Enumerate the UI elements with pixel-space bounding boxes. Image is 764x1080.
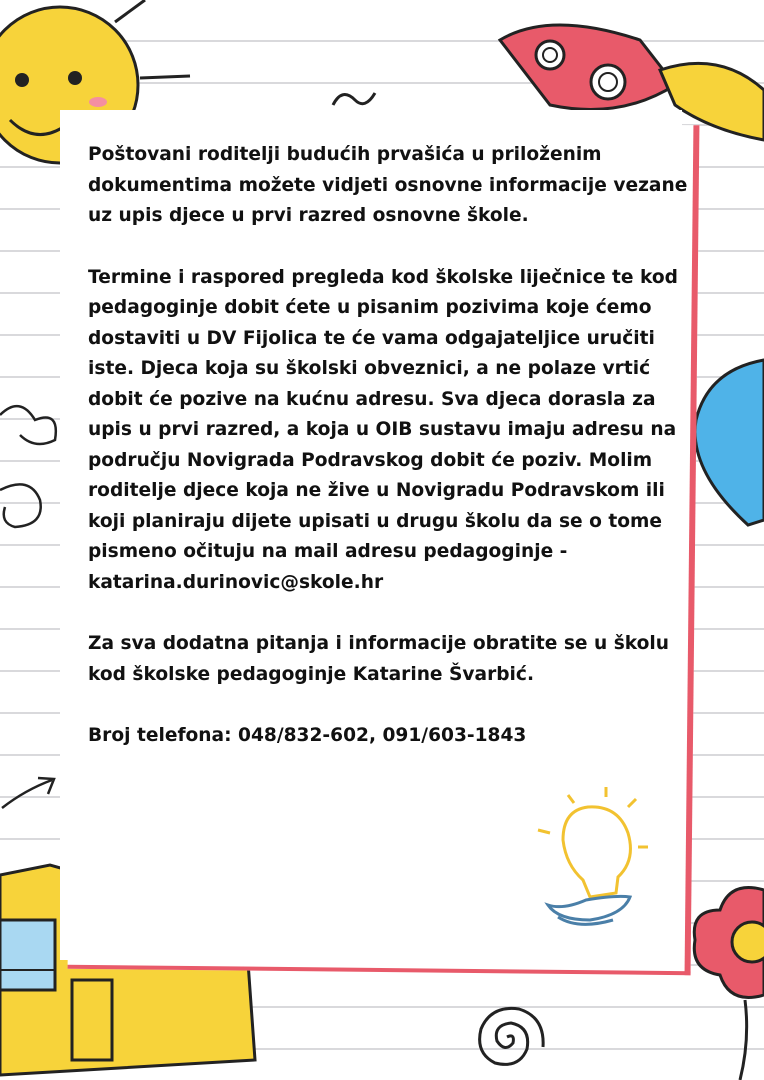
- cloud-doodle-icon: [0, 395, 65, 540]
- questions-paragraph: Za sva dodatna pitanja i informacije obratite se u školu kod školske pedagoginje Katarine Švarbić.: [88, 633, 670, 685]
- notice-text: [88, 140, 698, 783]
- heart-icon: [688, 350, 764, 530]
- lightbulb-icon: [528, 785, 658, 935]
- intro-paragraph: Poštovani roditelji budućih prvašića u priloženim dokumentima možete vidjeti osnovne informacije vezane uz upis djece u prvi razred osnovne škole.: [88, 144, 688, 226]
- phone-paragraph: Broj telefona: 048/832-602, 091/603-1843: [88, 725, 527, 746]
- cloud-doodle-icon: [330, 85, 380, 110]
- arrow-doodle-icon: [0, 770, 60, 815]
- spiral-icon: [465, 995, 550, 1080]
- flower-icon: [690, 880, 764, 1080]
- schedule-paragraph: Termine i raspored pregleda kod školske liječnice te kod pedagoginje dobit ćete u pisanim pozivima koje ćemo dostaviti u DV Fijolica te će vama odgajateljice uručiti iste. Djeca koja su školski obveznici, a ne polaze vrtić dobit će pozive na kućnu adresu. Sva djeca dorasla za upis u prvi razred, a koja u OIB sustavu imaju adresu na području Novigrada Podravskog dobit će poziv. Molim roditelje djece koja ne žive u Novigradu Podravskom ili koji planiraju dijete upisati u drugu školu da se o tome pismeno očituju na mail adresu pedagoginje - katarina.durinovic@skole.hr: [88, 266, 678, 593]
